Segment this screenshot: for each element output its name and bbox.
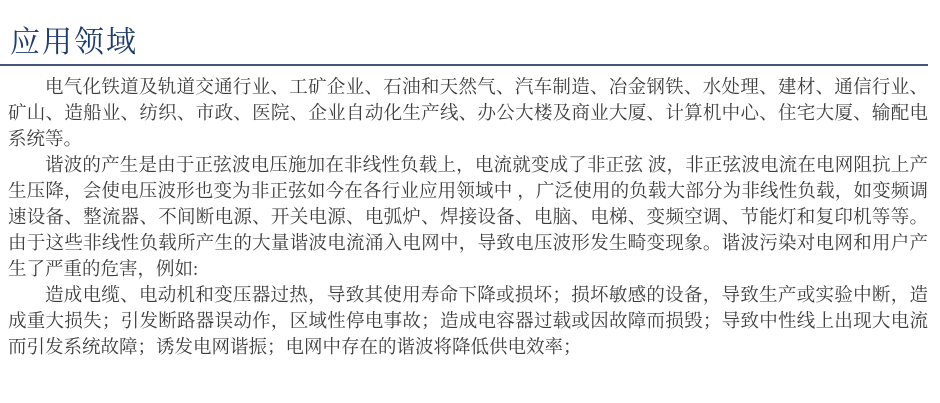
paragraph-line: 生压降，会使电压波形也变为非正弦如今在各行业应用领域中 ，广泛使用的负载大部分为非线性负载，如变频调 — [8, 182, 928, 202]
paragraph-line: 速设备、整流器、不间断电源、开关电源、电弧炉、焊接设备、电脑、电梯、变频空调、节能灯和复印机等等。 — [8, 208, 928, 228]
body-text — [0, 66, 940, 361]
page-title: 应用领域 — [10, 26, 138, 59]
paragraph-line: 由于这些非线性负载所产生的大量谐波电流涌入电网中，导致电压波形发生畸变现象。谐波污染对电网和用户产 — [8, 234, 928, 254]
paragraph-line: 生了严重的危害，例如: — [8, 260, 199, 280]
paragraph-line: 而引发系统故障；诱发电网谐振；电网中存在的谐波将降低供电效率； — [8, 338, 582, 358]
paragraph-line: 矿山、造船业、纺织、市政、医院、企业自动化生产线、办公大楼及商业大厦、计算机中心、住宅大厦、输配电 — [8, 104, 928, 124]
paragraph-line: 成重大损失；引发断路器误动作，区域性停电事故；造成电容器过载或因故障而损毁；导致中性线上出现大电流 — [8, 312, 928, 332]
paragraph-line: 系统等。 — [8, 130, 83, 150]
paragraph-line: 电气化铁道及轨道交通行业、工矿企业、石油和天然气、汽车制造、冶金钢铁、水处理、建材、通信行业、 — [45, 78, 928, 98]
paragraph-line: 谐波的产生是由于正弦波电压施加在非线性负载上，电流就变成了非正弦 波，非正弦波电流在电网阻抗上产 — [45, 156, 928, 176]
paragraph-line: 造成电缆、电动机和变压器过热，导致其使用寿命下降或损坏；损坏敏感的设备，导致生产或实验中断，造 — [45, 286, 928, 306]
section-header — [0, 0, 940, 66]
